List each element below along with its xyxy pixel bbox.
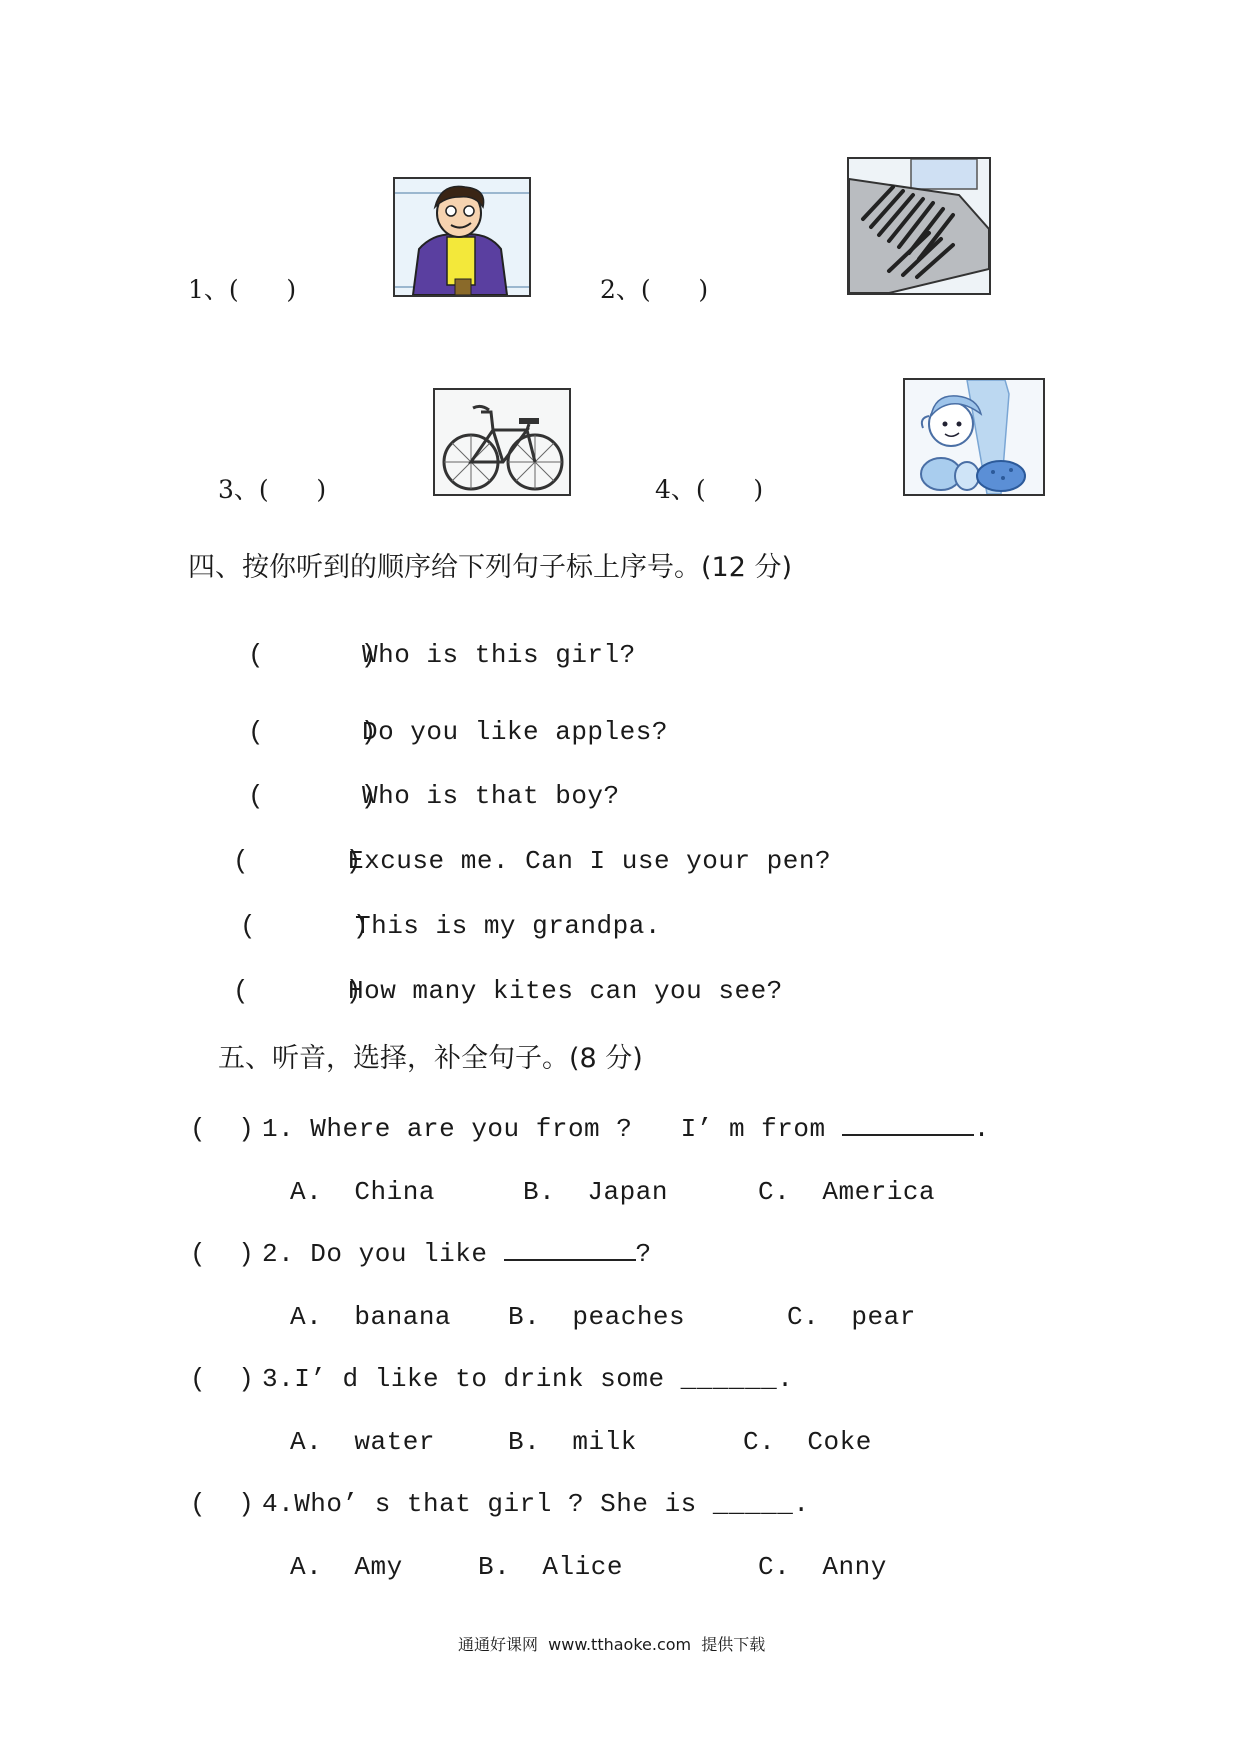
q4-bracket: ( ) (190, 1489, 255, 1519)
section-5-title: 五、听音，选择，补全句子。(8 分) (218, 1043, 643, 1074)
teacher-man-icon (393, 177, 531, 297)
section-4-sentence-3: Who is that boy? (362, 781, 620, 811)
picture-item-3-label: 3、( ) (218, 475, 327, 504)
pens-icon (847, 157, 991, 295)
section-4-title: 四、按你听到的顺序给下列句子标上序号。(12 分) (188, 552, 793, 583)
section-4-sentence-2: Do you like apples? (362, 717, 668, 747)
section-4-sentence-5: This is my grandpa. (355, 911, 661, 941)
q1-bracket: ( ) (190, 1114, 255, 1144)
section-4-bracket-4: ( ) (233, 846, 362, 876)
q3-option-b: B. milk (508, 1427, 637, 1457)
section-4-bracket-5: ( ) (240, 911, 369, 941)
q3-bracket: ( ) (190, 1364, 255, 1394)
q3-text: 3.I’ d like to drink some ______. (262, 1364, 794, 1394)
q4-option-a: A. Amy (290, 1552, 403, 1582)
q2-text: 2. Do you like ? (262, 1239, 652, 1269)
q2-answer-blank (504, 1239, 636, 1261)
q2-bracket: ( ) (190, 1239, 255, 1269)
section-4-bracket-6: ( ) (233, 976, 362, 1006)
bicycle-icon (433, 388, 571, 496)
section-4-sentence-1: Who is this girl? (362, 640, 636, 670)
q1-option-b: B. Japan (523, 1177, 668, 1207)
section-4-bracket-3: ( ) (248, 781, 377, 811)
page-footer: 通通好课网 www.tthaoke.com 提供下载 (458, 1635, 766, 1654)
fruit-girl-icon (903, 378, 1045, 496)
q1-answer-blank (842, 1114, 974, 1136)
q1-option-c: C. America (758, 1177, 936, 1207)
q2-option-b: B. peaches (508, 1302, 686, 1332)
picture-item-2-label: 2、( ) (600, 275, 709, 304)
section-4-bracket-1: ( ) (248, 640, 377, 670)
section-4-sentence-4: Excuse me. Can I use your pen? (348, 846, 832, 876)
picture-item-1-label: 1、( ) (188, 275, 297, 304)
q2-option-a: A. banana (290, 1302, 452, 1332)
q3-option-c: C. Coke (743, 1427, 872, 1457)
q3-option-a: A. water (290, 1427, 435, 1457)
section-4-sentence-6: How many kites can you see? (348, 976, 783, 1006)
q1-option-a: A. China (290, 1177, 435, 1207)
picture-item-4-label: 4、( ) (655, 475, 764, 504)
q2-option-c: C. pear (787, 1302, 916, 1332)
q1-text: 1. Where are you from ? I’ m from . (262, 1114, 990, 1144)
q4-option-c: C. Anny (758, 1552, 887, 1582)
section-4-bracket-2: ( ) (248, 717, 377, 747)
q4-text: 4.Who’ s that girl ? She is _____. (262, 1489, 810, 1519)
q4-option-b: B. Alice (478, 1552, 623, 1582)
